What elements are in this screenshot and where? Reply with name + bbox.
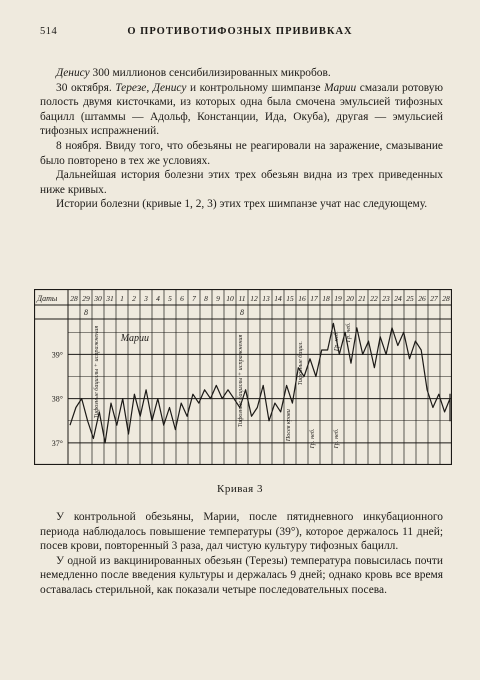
culture-result-note: Гр. неб.: [345, 322, 352, 343]
day-label: 15: [286, 294, 294, 303]
day-label: 25: [406, 294, 414, 303]
page-number: 514: [40, 26, 58, 37]
culture-result-note: Гр. неб.: [309, 428, 316, 449]
day-label: 19: [334, 294, 342, 303]
day-label: 21: [358, 294, 366, 303]
day-label: 3: [144, 294, 148, 303]
day-label: 23: [382, 294, 390, 303]
patient-name: Марии: [120, 333, 150, 345]
day-label: 28: [70, 294, 78, 303]
day-label: 6: [180, 294, 184, 303]
inoculation-note: Тифозные бациллы + испражнения: [93, 325, 100, 419]
day-label: 9: [216, 294, 220, 303]
bacilli-note: Тифозные бацил.: [297, 341, 304, 386]
blood-culture-note: Посев крови: [285, 409, 292, 442]
paragraph-1: Денису 300 миллионов сенсибилизированных микробов.: [56, 67, 331, 79]
bottom-text-block: [40, 510, 443, 598]
paragraph-4: Дальнейшая история болезни этих трех обезьян видна из трех приведенных ниже кривых.: [40, 169, 443, 196]
page-header: [40, 26, 440, 42]
day-label: 5: [168, 294, 172, 303]
day-label: 14: [274, 294, 282, 303]
day-label: 16: [298, 294, 306, 303]
paragraph-5: Истории болезни (кривые 1, 2, 3) этих трех шимпанзе учат нас следующему.: [56, 198, 428, 211]
day-label: 27: [430, 294, 438, 303]
day-label: 4: [156, 294, 160, 303]
y-tick-label: 37°: [51, 438, 63, 448]
paragraph-7: У одной из вакцинированных обезьян (Терезы) температура повысилась почти немедленно после введения культуры и держалась 9 дней; однако кровь все время оставалась стерильной, как показали четыре последовательных посева.: [40, 554, 443, 596]
inoculation-note: Тифозные бациллы + испражнения: [237, 334, 244, 428]
day-label: 12: [250, 294, 258, 303]
day-label: 26: [418, 294, 426, 303]
paragraph-6: У контрольной обезьяны, Марии, после пятидневного инкубационного периода наблюдалось повышение температуры (39°), которое держалось 11 дней; посев крови, повторенный 3 раза, дал чистую культуру тифозных бацилл.: [40, 511, 443, 553]
day-label: 31: [106, 294, 114, 303]
day-label: 22: [370, 294, 378, 303]
day-label: 30: [94, 294, 102, 303]
temperature-chart: [34, 289, 452, 465]
day-label: 17: [310, 294, 318, 303]
day-label: 2: [132, 294, 136, 303]
top-text-block: [40, 66, 443, 212]
row2-mark: 8: [240, 308, 244, 317]
figure-caption: Кривая 3: [217, 483, 263, 495]
row2-mark: 8: [84, 308, 88, 317]
day-label: 1: [120, 294, 124, 303]
day-label: 18: [322, 294, 330, 303]
day-label: 13: [262, 294, 270, 303]
day-label: 28: [442, 294, 450, 303]
culture-result-note: Гр. неб.: [333, 331, 340, 352]
day-label: 24: [394, 294, 402, 303]
paragraph-2: 30 октября. Терезе, Денису и контрольному шимпанзе Марии смазали ротовую полость двумя кисточками, из которых одна была смочена эмульсией тифозных бацилл (штаммы — Адольф, Констанции, Ида, Окуба), другая — эмульсией тифозных испражнений.: [40, 81, 443, 138]
y-tick-label: 39°: [51, 350, 63, 360]
day-label: 11: [238, 294, 246, 303]
culture-result-note: Гр. неб.: [333, 428, 340, 449]
day-label: 7: [192, 294, 196, 303]
paragraph-3: 8 ноября. Ввиду того, что обезьяны не реагировали на заражение, смазывание было повторено в тех же условиях.: [40, 139, 443, 167]
day-label: 29: [82, 294, 90, 303]
y-tick-label: 38°: [51, 394, 63, 404]
day-label: 20: [346, 294, 354, 303]
day-label: 10: [226, 294, 234, 303]
running-title: О ПРОТИВОТИФОЗНЫХ ПРИВИВКАХ: [127, 26, 353, 37]
day-label: 8: [204, 294, 208, 303]
corner-label: Даты: [37, 294, 58, 303]
